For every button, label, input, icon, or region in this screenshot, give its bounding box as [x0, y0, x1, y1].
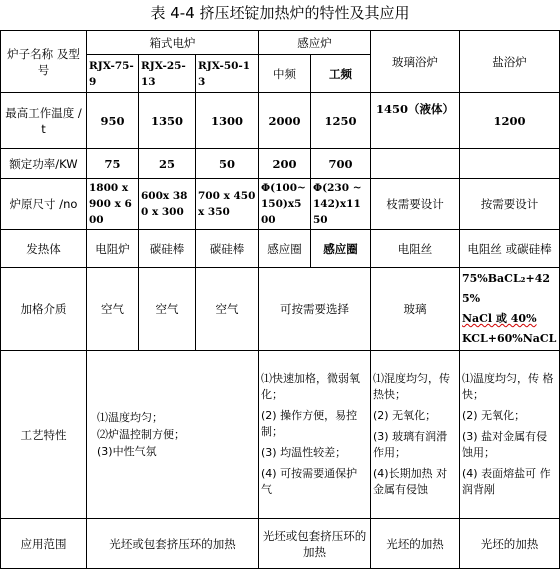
process-glass-line: (2) 无氧化； — [373, 409, 437, 422]
process-induction-line: (3) 均温性较差； — [261, 446, 347, 459]
application-box: 光坯或包套挤压环的加热 — [87, 519, 259, 569]
process-salt-line: (3) 盐对金属有侵蚀用； — [462, 430, 548, 459]
size-value: 按需要设计 — [460, 179, 560, 230]
process-induction-cell — [259, 351, 371, 519]
application-glass: 光坯的加热 — [371, 519, 460, 569]
salt-medium-line: NaCl 或 40% — [462, 312, 537, 325]
furnace-characteristics-table — [0, 30, 560, 569]
header-induction: 感应炉 — [259, 31, 371, 55]
max-temp-value: 2000 — [259, 93, 311, 149]
process-salt-line: (4) 表面熔盐可 作润背剐 — [462, 467, 551, 496]
heater-value: 感应圈 — [259, 230, 311, 268]
label-heating-medium: 加格介质 — [1, 268, 87, 351]
label-process-characteristics: 工艺特性 — [1, 351, 87, 519]
table-title: 表 4-4 挤压坯锭加热炉的特性及其应用 — [150, 4, 410, 22]
process-induction-line: (2) 操作方便，易控制； — [261, 409, 358, 438]
power-value: 75 — [87, 149, 139, 179]
process-glass-line: ⑴混度均匀，传热快； — [373, 372, 450, 401]
heater-value: 碳硅棒 — [196, 230, 259, 268]
size-value: Φ(230 ~ 142)x1150 — [311, 179, 371, 230]
salt-medium-line: 75%BaCL₂+425% — [462, 272, 551, 305]
medium-value: 玻璃 — [371, 268, 460, 351]
application-salt: 光坯的加热 — [460, 519, 560, 569]
process-box-line: (3)中性气氛 — [97, 444, 157, 458]
header-power-frequency: 工频 — [311, 55, 371, 93]
max-temp-value: 1450（液体） — [371, 93, 460, 149]
power-value: 25 — [139, 149, 196, 179]
label-heating-element: 发热体 — [1, 230, 87, 268]
process-box-line: ⑵炉温控制方便； — [97, 427, 185, 441]
max-temp-value: 1300 — [196, 93, 259, 149]
size-value: 1800 x 900 x 600 — [87, 179, 139, 230]
process-glass-line: (3) 玻璃有润滑作用； — [373, 430, 448, 459]
size-value: 600x 380 x 300 — [139, 179, 196, 230]
medium-value: 空气 — [139, 268, 196, 351]
power-value-empty — [460, 149, 560, 179]
label-application-range: 应用范围 — [1, 519, 87, 569]
heater-value: 碳硅棒 — [139, 230, 196, 268]
salt-medium-line: KCL+60%NaCL — [462, 332, 557, 345]
max-temp-value: 1250 — [311, 93, 371, 149]
heater-value: 电阻丝 — [371, 230, 460, 268]
process-induction-line: (4) 可按需要通保护气 — [261, 467, 358, 496]
power-value: 700 — [311, 149, 371, 179]
process-glass-line: (4)长期加热 对金属有侵蚀 — [373, 467, 448, 496]
header-model-1: RJX-75-9 — [87, 55, 139, 93]
heater-value: 电阻丝 或碳硅棒 — [460, 230, 560, 268]
label-max-temp: 最高工作温度 /t — [1, 93, 87, 149]
medium-value: 可按需要选择 — [259, 268, 371, 351]
size-value: Φ(100~150)x500 — [259, 179, 311, 230]
process-box-line: ⑴温度均匀； — [97, 410, 163, 424]
process-salt-line: ⑴温度均匀，传 格快； — [462, 372, 554, 401]
heater-value: 感应圈 — [311, 230, 371, 268]
power-value-empty — [371, 149, 460, 179]
max-temp-value: 950 — [87, 93, 139, 149]
salt-medium-cell — [460, 268, 560, 351]
process-box-cell — [87, 351, 259, 519]
max-temp-value: 1350 — [139, 93, 196, 149]
header-furnace-name: 炉子名称 及型号 — [1, 31, 87, 93]
header-model-3: RJX-50-13 — [196, 55, 259, 93]
process-salt-cell — [460, 351, 560, 519]
size-value: 枝需要设计 — [371, 179, 460, 230]
application-induction: 光坯或包套挤压环的加热 — [259, 519, 371, 569]
label-furnace-size: 炉原尺寸 /no — [1, 179, 87, 230]
label-rated-power: 额定功率/KW — [1, 149, 87, 179]
process-induction-line: ⑴快速加格，微弱氧化； — [261, 372, 360, 401]
header-model-2: RJX-25-13 — [139, 55, 196, 93]
header-salt-bath: 盐浴炉 — [460, 31, 560, 93]
heater-value: 电阻炉 — [87, 230, 139, 268]
medium-value: 空气 — [87, 268, 139, 351]
size-value: 700 x 450 x 350 — [196, 179, 259, 230]
header-box-furnace: 箱式电炉 — [87, 31, 259, 55]
header-medium-frequency: 中频 — [259, 55, 311, 93]
process-salt-line: (2) 无氧化； — [462, 409, 526, 422]
process-glass-cell — [371, 351, 460, 519]
power-value: 50 — [196, 149, 259, 179]
medium-value: 空气 — [196, 268, 259, 351]
power-value: 200 — [259, 149, 311, 179]
header-glass-bath: 玻璃浴炉 — [371, 31, 460, 93]
max-temp-value: 1200 — [460, 93, 560, 149]
